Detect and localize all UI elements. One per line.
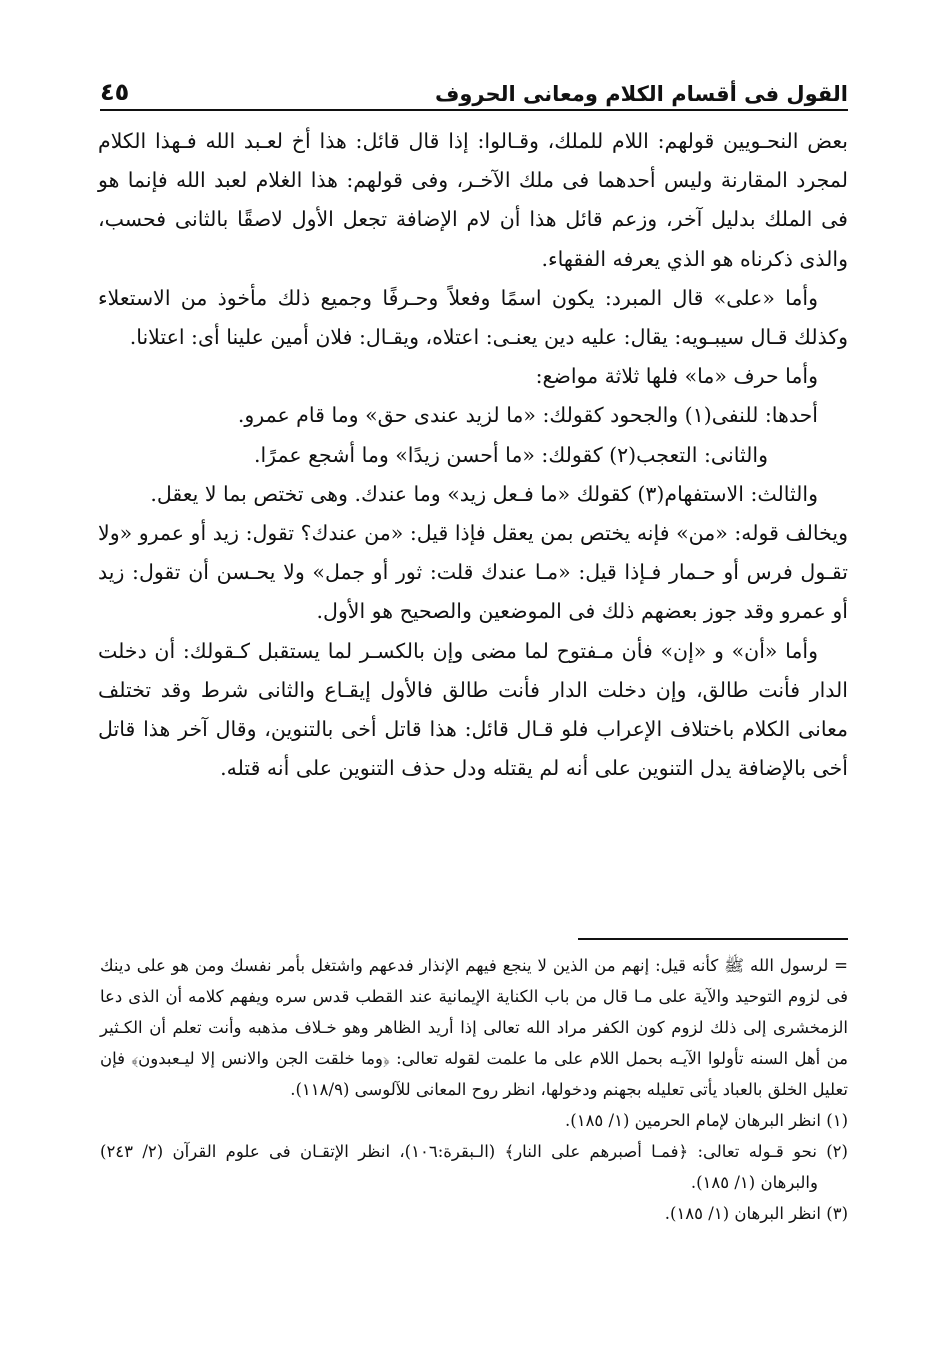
running-title: القول فى أقسام الكلام ومعانى الحروف — [434, 82, 848, 106]
footnote: (٣) انظر البرهان (١/ ١٨٥). — [664, 1204, 848, 1223]
paragraph: وأما حرف «ما» فلها ثلاثة مواضع: — [535, 364, 818, 389]
paragraph: وأما «على» قال المبرد: يكون اسمًا وفعلاً وحـرفًا وجميع ذلك مأخوذ من الاستعلاء وكذلك قـال سيبـويه: يقال: عليه دين يعنـى: اعتلاه، ويقـال: فلان أمين علينا أى: اعتلانا. — [98, 285, 848, 350]
paragraph: والثالث: الاستفهام(٣) كقولك «ما فـعل زيد» وما عندك. وهى تختص بما لا يعقل. — [150, 481, 818, 506]
running-header — [100, 62, 848, 106]
footnote-rule — [578, 938, 848, 940]
paragraph: بعض النحـويين قولهم: اللام للملك، وقـالوا: إذا قال قائل: هذا أخ لعـبد الله فـهذا الكلام لمجرد المقارنة وليس أحدهما فى ملك الآخـر، وفى قولهم: هذا الغلام لعبد الله فإنما هو فى الملك بدليل آخر، وزعم قائل هذا أن لام الإضافة تجعل الأول لاصقًا بالثانى فحسب، والذى ذكرناه هو الذي يعرفه الفقهاء. — [98, 129, 848, 271]
paragraph: ويخالف قوله: «من» فإنه يختص بمن يعقل فإذا قيل: «من عندك؟ تقول: زيد أو عمرو «ولا تقـول فرس أو حـمار فـإذا قيل: «مـا عندك قلت: ثور أو جمل» ولا يحـسن أن تقول: زيد أو عمرو وقد جوز بعضهم ذلك فى الموضعين والصحيح هو الأول. — [98, 521, 848, 624]
main-text — [98, 122, 848, 788]
page-number: ٤٥ — [100, 78, 130, 106]
footnote-continuation: = لرسول الله ﷺ كأنه قيل: إنهم من الذين لا ينجع فيهم الإنذار فدعهم واشتغل بأمر نفسك ومن هو على دينك فى لزوم التوحيد والآية على مـا قال من باب الكناية الإيمانية عند القطب قدس سره ويفهم كلامه أن الذى دعا الزمخشرى إلى ذلك لزوم كون الكفر مراد الله تعالى إذا أريد الظاهر وهو خـلاف مذهبه وأنت تعلم أن الكـثير من أهل السنه تأولوا الآيـه بحمل اللام على ما علمت لقوله تعالى: ﴿وما خلقت الجن والانس إلا ليـعبدون﴾ فإن تعليل الخلق بالعباد يأتى تعليله بجهنم ودخولها، انظر روح المعانى للآلوسى (١١٨/٩). — [100, 956, 848, 1099]
footnotes — [100, 950, 848, 1229]
header-rule — [100, 109, 848, 111]
footnote: (٢) نحو قـوله تعالى: ﴿فمـا أصبرهم على النار﴾ (الـبقرة:١٠٦)، انظر الإتقـان فى علوم القرآن (٢/ ٢٤٣) والبرهان (١/ ١٨٥). — [100, 1142, 848, 1192]
footnote: (١) انظر البرهان لإمام الحرمين (١/ ١٨٥). — [565, 1111, 848, 1130]
paragraph: وأما «أن» و «إن» فأن مـفتوح لما مضى وإن بالكسـر لما يستقبل كـقولك: أن دخلت الدار فأنت طالق، وإن دخلت الدار فأنت طالق فالأول إيقـاع والثانى شرط وقد تختلف معانى الكلام باختلاف الإعراب فلو قـال قائل: هذا قاتل أخى بالتنوين، وقال آخر هذا قاتل أخى بالإضافة يدل التنوين على أنه لم يقتله ودل حذف التنوين على أنه قتله. — [98, 638, 848, 781]
paragraph: والثانى: التعجب(٢) كقولك: «ما أحسن زيدًا» وما أشجع عمرًا. — [253, 442, 768, 467]
paragraph: أحدها: للنفى(١) والجحود كقولك: «ما لزيد عندى حق» وما قام عمرو. — [237, 403, 818, 428]
